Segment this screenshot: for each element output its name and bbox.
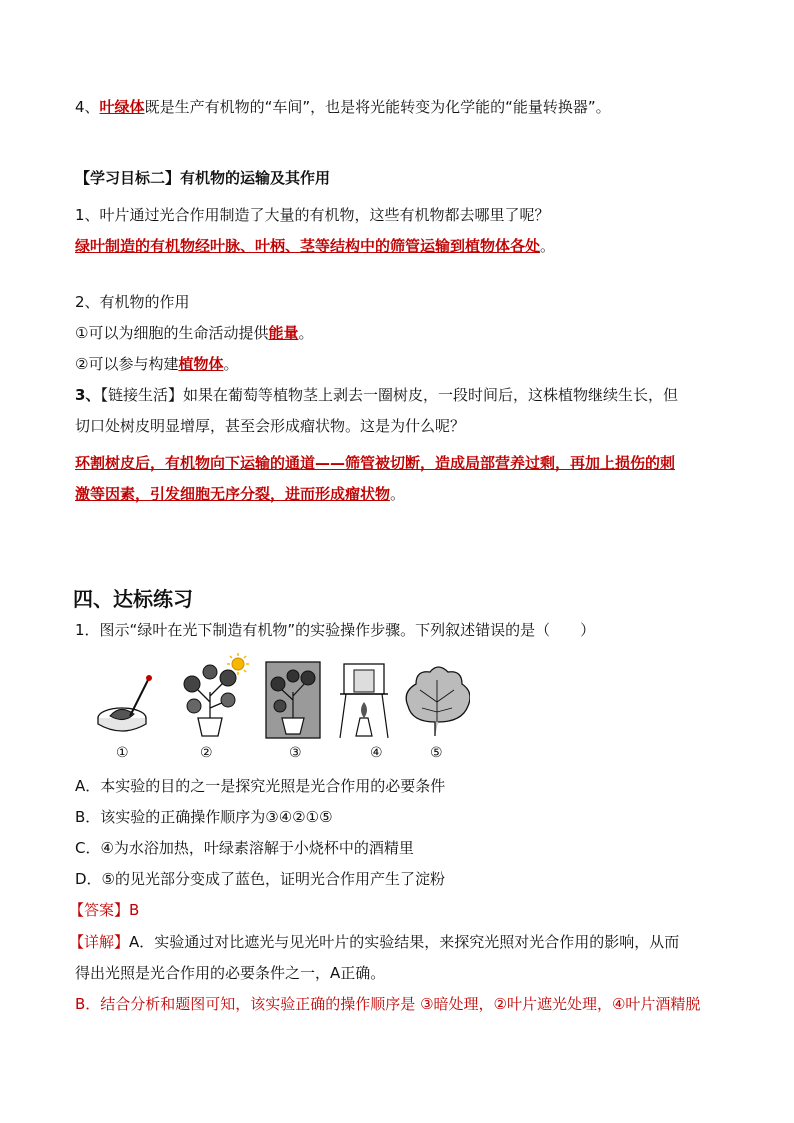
question-3-text: 【链接生活】如果在葡萄等植物茎上剥去一圈树皮，一段时间后，这株植物继续生长，但: [100, 386, 678, 404]
leaf-result-icon: [406, 667, 470, 736]
detail-line-3: [75, 994, 700, 1014]
point-2-end: 。: [223, 355, 239, 373]
point-1-text: ①可以为细胞的生命活动提供: [75, 324, 269, 342]
exercise-question-1: 1．图示“绿叶在光下制造有机物”的实验操作步骤。下列叙述错误的是（ ）: [75, 621, 596, 639]
figure-label-4: ④: [370, 745, 383, 761]
option-c: C．④为水浴加热，叶绿素溶解于小烧杯中的酒精里: [75, 839, 414, 857]
detail-line-1: [69, 932, 679, 952]
detail-label: 【详解】: [69, 933, 130, 951]
answer-3-line-1: 环割树皮后，有机物向下运输的通道——筛管被切断，造成局部营养过剩，再加上损伤的刺: [75, 454, 676, 472]
petri-dish-icon: [98, 675, 152, 731]
item-4-number: 4、: [75, 98, 100, 116]
section-4-title: 四、达标练习: [73, 587, 193, 611]
option-d: D．⑤的见光部分变成了蓝色，证明光合作用产生了淀粉: [75, 870, 445, 888]
detail-text-3-highlight: ③暗处理，②叶片遮光处理，④叶片酒精脱: [420, 995, 701, 1013]
answer-3-end: 。: [390, 485, 406, 503]
experiment-steps-illustration: [90, 652, 470, 742]
answer-value: B: [129, 901, 140, 919]
detail-text-1: A．实验通过对比遮光与见光叶片的实验结果，来探究光照对光合作用的影响，从而: [129, 933, 680, 951]
point-2-text: ②可以参与构建: [75, 355, 179, 373]
keyword-energy: 能量: [268, 324, 299, 342]
point-2-line: [75, 354, 238, 374]
term-chloroplast: 叶绿体: [99, 98, 145, 116]
answer-1-end: 。: [540, 237, 556, 255]
plant-in-dark-box-icon: [266, 662, 320, 738]
question-3-line-1: [75, 385, 678, 405]
question-3-line-2: 切口处树皮明显增厚，甚至会形成瘤状物。这是为什么呢？: [75, 417, 466, 435]
point-1-line: [75, 323, 313, 343]
figure-label-3: ③: [289, 745, 302, 761]
question-2: 2、有机物的作用: [75, 293, 190, 311]
answer-3-line-2: 激等因素，引发细胞无序分裂，进而形成瘤状物: [75, 485, 391, 503]
option-a: A．本实验的目的之一是探究光照是光合作用的必要条件: [75, 777, 446, 795]
question-3-number: 3、: [75, 386, 101, 404]
answer-label: 【答案】: [69, 901, 130, 919]
detail-line-2: 得出光照是光合作用的必要条件之一，A正确。: [75, 964, 386, 982]
keyword-plant-body: 植物体: [178, 355, 224, 373]
experiment-figure: [90, 652, 470, 766]
water-bath-heating-icon: [340, 664, 388, 738]
item-4-line: [75, 97, 611, 117]
answer-line: [69, 900, 139, 920]
potted-plant-in-sun-icon: [184, 653, 249, 736]
answer-3-line-2-wrap: [75, 484, 405, 504]
answer-1: 绿叶制造的有机物经叶脉、叶柄、茎等结构中的筛管运输到植物体各处: [75, 237, 541, 255]
figure-label-2: ②: [200, 745, 213, 761]
option-b: B．该实验的正确操作顺序为③④②①⑤: [75, 808, 333, 826]
item-4-text: 既是生产有机物的“车间”，也是将光能转变为化学能的“能量转换器”。: [144, 98, 611, 116]
detail-text-3: B．结合分析和题图可知，该实验正确的操作顺序是: [75, 995, 421, 1013]
question-1: 1、叶片通过光合作用制造了大量的有机物，这些有机物都去哪里了呢？: [75, 206, 550, 224]
answer-1-line: [75, 236, 555, 256]
figure-label-1: ①: [116, 745, 129, 761]
goal-2-heading: 【学习目标二】有机物的运输及其作用: [75, 169, 331, 187]
figure-label-5: ⑤: [430, 745, 443, 761]
point-1-end: 。: [298, 324, 314, 342]
